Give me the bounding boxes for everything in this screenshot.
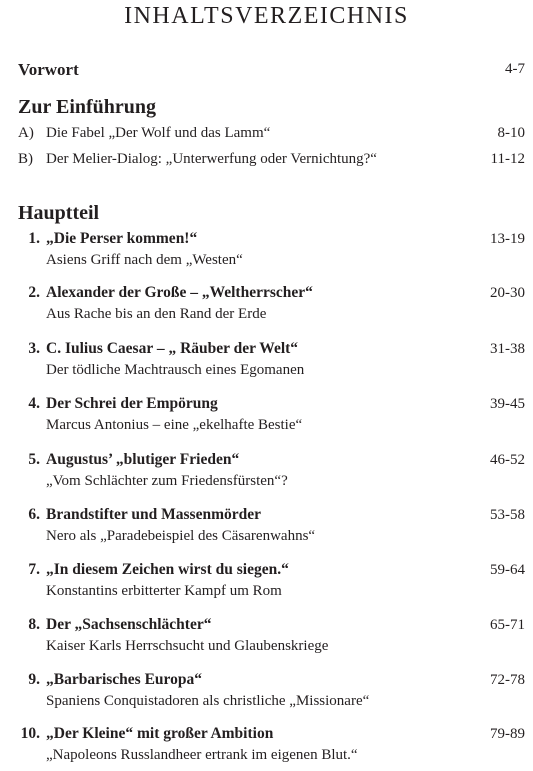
entry-letter: A): [18, 125, 34, 141]
entry-pages: 59-64: [490, 562, 525, 578]
entry-title: Brandstifter und Massenmörder: [46, 506, 261, 523]
entry-pages: 39-45: [490, 396, 525, 412]
toc-entry-1: [0, 230, 533, 276]
einfuehrung-label: Zur Einführung: [18, 96, 157, 118]
entry-number: 7.: [28, 561, 40, 578]
entry-pages: 53-58: [490, 507, 525, 523]
page-title: INHALTSVERZEICHNIS: [124, 3, 409, 29]
entry-pages: 79-89: [490, 726, 525, 742]
toc-entry-4: [0, 395, 533, 441]
entry-number: 8.: [28, 616, 40, 633]
entry-title: Augustus’ „blutiger Frieden“: [46, 451, 240, 468]
vorwort-pages: 4-7: [505, 61, 525, 77]
entry-title: Der Schrei der Empörung: [46, 395, 218, 412]
entry-title: Der Melier-Dialog: „Unterwerfung oder Vernichtung?“: [46, 151, 377, 167]
toc-entry-9: [0, 671, 533, 717]
toc-entry-10: [0, 725, 533, 771]
entry-title: „Die Perser kommen!“: [46, 230, 198, 247]
entry-letter: B): [18, 151, 33, 167]
entry-title: Der „Sachsenschlächter“: [46, 616, 212, 633]
entry-subtitle: Der tödliche Machtrausch eines Egomanen: [46, 362, 305, 378]
entry-number: 4.: [28, 395, 40, 412]
entry-title: Die Fabel „Der Wolf und das Lamm“: [46, 125, 271, 141]
vorwort-label: Vorwort: [18, 60, 79, 79]
entry-pages: 65-71: [490, 617, 525, 633]
entry-subtitle: Konstantins erbitterter Kampf um Rom: [46, 583, 282, 599]
entry-subtitle: Aus Rache bis an den Rand der Erde: [46, 306, 267, 322]
entry-subtitle: „Vom Schlächter zum Friedensfürsten“?: [46, 473, 288, 489]
entry-pages: 72-78: [490, 672, 525, 688]
hauptteil-label: Hauptteil: [18, 202, 100, 224]
entry-number: 3.: [28, 340, 40, 357]
entry-subtitle: Kaiser Karls Herrschsucht und Glaubenskriege: [46, 638, 329, 654]
entry-subtitle: Asiens Griff nach dem „Westen“: [46, 252, 243, 268]
entry-number: 2.: [28, 284, 40, 301]
toc-entry-6: [0, 506, 533, 552]
toc-entry-2: [0, 284, 533, 330]
toc-entry-3: [0, 340, 533, 386]
entry-number: 1.: [28, 230, 40, 247]
entry-subtitle: „Napoleons Russlandheer ertrank im eigenen Blut.“: [46, 747, 358, 763]
entry-number: 5.: [28, 451, 40, 468]
entry-title: „Barbarisches Europa“: [46, 671, 203, 688]
entry-pages: 31-38: [490, 341, 525, 357]
entry-title: Alexander der Große – „Weltherrscher“: [46, 284, 313, 301]
entry-number: 10.: [20, 725, 40, 742]
entry-pages: 46-52: [490, 452, 525, 468]
entry-subtitle: Nero als „Paradebeispiel des Cäsarenwahns“: [46, 528, 316, 544]
entry-title: „In diesem Zeichen wirst du siegen.“: [46, 561, 289, 578]
toc-entry-7: [0, 561, 533, 607]
entry-subtitle: Marcus Antonius – eine „ekelhafte Bestie“: [46, 417, 303, 433]
entry-number: 6.: [28, 506, 40, 523]
entry-title: C. Iulius Caesar – „ Räuber der Welt“: [46, 340, 299, 357]
toc-entry-8: [0, 616, 533, 662]
entry-title: „Der Kleine“ mit großer Ambition: [46, 725, 274, 742]
entry-pages: 20-30: [490, 285, 525, 301]
toc-entry-5: [0, 451, 533, 497]
entry-subtitle: Spaniens Conquistadoren als christliche „Missionare“: [46, 693, 370, 709]
entry-pages: 13-19: [490, 231, 525, 247]
entry-pages: 11-12: [490, 151, 525, 167]
entry-number: 9.: [28, 671, 40, 688]
entry-pages: 8-10: [497, 125, 525, 141]
